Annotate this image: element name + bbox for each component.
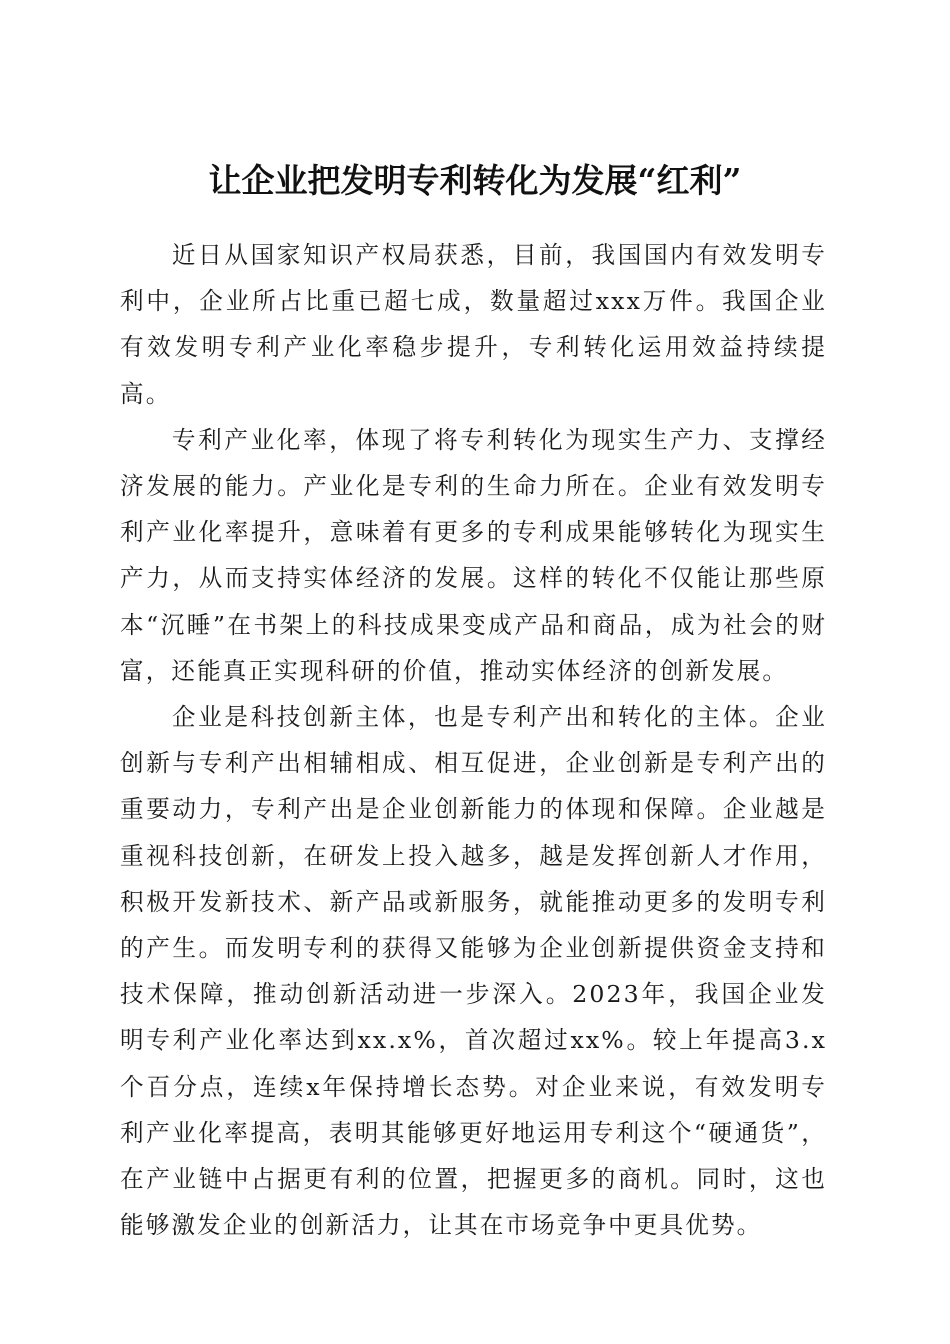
paragraph-1: 近日从国家知识产权局获悉，目前，我国国内有效发明专利中，企业所占比重已超七成，数量超过xxx万件。我国企业有效发明专利产业化率稳步提升，专利转化运用效益持续提高。 bbox=[120, 241, 827, 408]
paragraph-3: 企业是科技创新主体，也是专利产出和转化的主体。企业创新与专利产出相辅相成、相互促进，企业创新是专利产出的重要动力，专利产出是企业创新能力的体现和保障。企业越是重视科技创新，在研发上投入越多，越是发挥创新人才作用，积极开发新技术、新产品或新服务，就能推动更多的发明专利的产生。而发明专利的获得又能够为企业创新提供资金支持和技术保障，推动创新活动进一步深入。2023年，我国企业发明专利产业化率达到xx.x%，首次超过xx%。较上年提高3.x个百分点，连续x年保持增长态势。对企业来说，有效发明专利产业化率提高，表明其能够更好地运用专利这个“硬通货”，在产业链中占据更有利的位置，把握更多的商机。同时，这也能够激发企业的创新活力，让其在市场竞争中更具优势。 bbox=[120, 703, 827, 1240]
document-body bbox=[120, 232, 827, 1248]
paragraph-2: 专利产业化率，体现了将专利转化为现实生产力、支撑经济发展的能力。产业化是专利的生命力所在。企业有效发明专利产业化率提升，意味着有更多的专利成果能够转化为现实生产力，从而支持实体经济的发展。这样的转化不仅能让那些原本“沉睡”在书架上的科技成果变成产品和商品，成为社会的财富，还能真正实现科研的价值，推动实体经济的创新发展。 bbox=[120, 425, 827, 685]
document-title: 让企业把发明专利转化为发展“红利” bbox=[208, 161, 742, 201]
